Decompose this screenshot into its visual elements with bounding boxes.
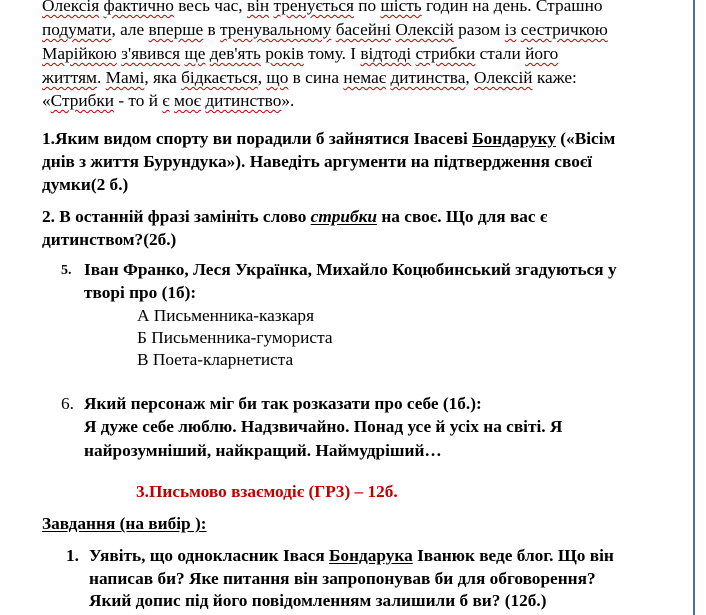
task-1-number: 1.: [66, 546, 79, 565]
intro-line-3: [42, 43, 558, 65]
word: немає: [343, 68, 387, 87]
question-5-option-b: Б Письменника-гумориста: [137, 328, 333, 347]
word: Бондарука: [329, 546, 413, 565]
question-6-number: 6.: [61, 394, 74, 413]
word: дитинство: [205, 91, 282, 110]
intro-line-2: [42, 19, 608, 41]
text: Уявіть, що однокласник Івася: [89, 546, 329, 565]
text: Іванюк веде блог. Що він: [412, 546, 614, 565]
word: вперше: [148, 20, 204, 39]
text: 1.Яким видом спорту ви порадили б зайнятися Івасеві: [42, 129, 473, 148]
text: в: [203, 20, 221, 39]
question-5-option-a: А Письменника-казкаря: [137, 306, 315, 325]
word: відтоді: [360, 44, 412, 63]
word: Бондаруку: [472, 129, 556, 148]
question-5-number: 5.: [61, 263, 72, 278]
word: років: [265, 44, 304, 63]
question-2-line-1: [42, 206, 547, 228]
word: моє: [174, 91, 202, 110]
text: , але: [111, 20, 149, 39]
text: 2. В останній фразі замініть слово: [42, 207, 311, 226]
text: ,: [465, 68, 475, 87]
question-6-line-3: найрозумніший, найкращий. Наймудріший…: [84, 441, 442, 460]
word: Олексія: [42, 0, 100, 15]
word: Олексій: [474, 68, 533, 87]
intro-line-4: [42, 67, 577, 89]
text: по: [353, 0, 381, 15]
text: разом: [453, 20, 505, 39]
word: тренувальному: [220, 20, 332, 39]
intro-line-5: [42, 90, 294, 112]
word: басейні: [335, 20, 392, 39]
word: Марійкою: [42, 44, 117, 63]
question-1-line-3: думки(2 б.): [42, 175, 129, 194]
word: дев'ять: [209, 44, 261, 63]
question-6-line-1: Який персонаж міг би так розказати про себе (1б.):: [84, 394, 482, 413]
word: Олексій: [395, 20, 454, 39]
text: на своє. Що для вас є: [377, 207, 548, 226]
question-1-line-2: днів з життя Бурундука»). Наведіть аргументи на підтвердження своєї: [42, 152, 593, 171]
section-3-title: 3.Письмово взаємодіє (ГР3) – 12б.: [136, 482, 398, 501]
text: «: [42, 91, 51, 110]
word: тренується: [273, 0, 354, 15]
question-6-line-2: Я дуже себе люблю. Надзвичайно. Понад усе й усіх на світі. Я: [84, 417, 563, 436]
text: в сина: [288, 68, 344, 87]
word: з'явився: [121, 44, 181, 63]
question-2-line-2: дитинством?(2б.): [42, 230, 177, 249]
text: годин на день. Страшно: [421, 0, 603, 15]
intro-line-1: [42, 0, 602, 17]
text: тому. І: [303, 44, 361, 63]
question-1-line-1: [42, 128, 615, 150]
word: стрибки: [415, 44, 476, 63]
text: каже:: [532, 68, 577, 87]
word: його: [525, 44, 559, 63]
text: весь час,: [173, 0, 247, 15]
question-5-line-1: Іван Франко, Леся Українка, Михайло Коцюбинський згадуються у: [84, 260, 617, 279]
task-1-line-2: написав би? Яке питання він запропонував би для обговорення?: [89, 569, 596, 588]
word: дитинства: [390, 68, 466, 87]
word: бідкається: [181, 68, 258, 87]
text: стали: [475, 44, 526, 63]
word: ще: [184, 44, 206, 63]
text: .: [96, 68, 106, 87]
task-1-line-3: Який допис під його повідомленням залишили б ви? (12б.): [89, 591, 547, 610]
word: є: [162, 91, 170, 110]
word: що: [266, 68, 289, 87]
word: подумати: [42, 20, 112, 39]
question-5-option-c: В Поета-кларнетиста: [137, 350, 294, 369]
text: , яка: [144, 68, 182, 87]
task-1-line-1: [89, 545, 614, 567]
word: фактично: [103, 0, 174, 15]
question-5-line-2: творі про (1б):: [84, 283, 197, 302]
emphasized-word: стрибки: [310, 207, 378, 226]
text: («Вісім: [555, 129, 616, 148]
text: ».: [281, 91, 295, 110]
tasks-heading: Завдання (на вибір ):: [42, 514, 207, 533]
word: Стрибки: [50, 91, 115, 110]
word: шість: [380, 0, 422, 15]
text: ,: [257, 68, 267, 87]
word: із: [504, 20, 517, 39]
page-margin-rule: [693, 0, 695, 615]
word: сестричкою: [520, 20, 608, 39]
word: Мамі: [105, 68, 145, 87]
word: життям: [42, 68, 97, 87]
text: - то й: [114, 91, 163, 110]
word: він: [246, 0, 270, 15]
